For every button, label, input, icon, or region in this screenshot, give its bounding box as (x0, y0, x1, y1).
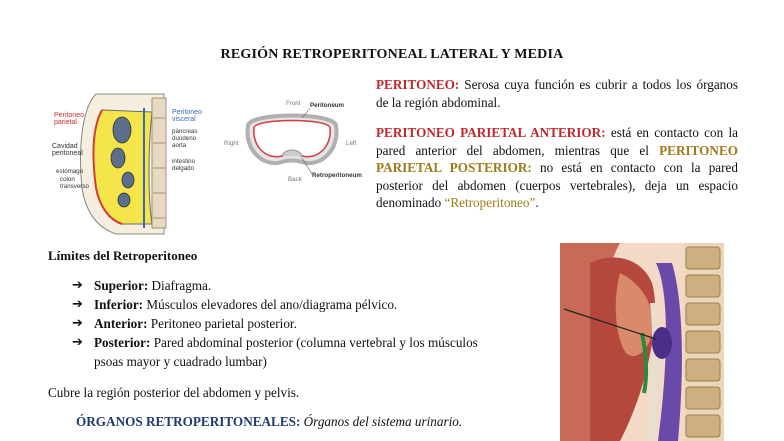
limit-label: Inferior: (94, 297, 144, 312)
label-pancreas: páncreas (172, 128, 198, 135)
limit-label: Superior: (94, 278, 149, 293)
label-front: Front (286, 100, 301, 107)
label-aorta: aorta (172, 142, 187, 149)
arrow-right-icon: ➔ (72, 297, 83, 312)
peritoneo-parietal-paragraph (376, 124, 738, 212)
limit-label: Anterior: (94, 316, 148, 331)
label-intestino-delgado: intestino delgado (172, 158, 196, 172)
label-cavidad-peritoneal: Cavidad peritoneal (52, 143, 83, 157)
label-back: Back (288, 176, 302, 183)
label-peritoneo-visceral: Peritoneo visceral (172, 109, 202, 123)
arrow-right-icon: ➔ (72, 335, 83, 350)
label-left: Left (346, 140, 357, 147)
limit-item-posterior (72, 333, 562, 352)
label-colon-transverso: colon transverso (60, 176, 89, 190)
limits-title: Límites del Retroperitoneo (48, 248, 198, 263)
organs-line (76, 414, 462, 430)
peritoneum-transverse-figure (218, 98, 366, 186)
arrow-right-icon: ➔ (72, 316, 83, 331)
limit-text: Peritoneo parietal posterior. (147, 316, 297, 331)
parietal-end: . (535, 195, 539, 211)
label-estomago: estómago (56, 168, 84, 175)
organs-text: Órganos del sistema urinario. (303, 414, 463, 429)
peritoneo-term: PERITONEO: (376, 77, 460, 92)
limit-label: Posterior: (94, 335, 151, 350)
parietal-posterior-term: PERITONEO PARIETAL POSTERIOR: (376, 142, 738, 176)
limit-text: Músculos elevadores del ano/diagrama pélvico. (143, 297, 398, 312)
retroperitoneum-anatomy-illustration (560, 243, 724, 441)
page-title: REGIÓN RETROPERITONEAL LATERAL Y MEDIA (220, 47, 564, 62)
peritoneo-definition (376, 76, 738, 111)
limits-list (72, 276, 562, 371)
limit-item-anterior (72, 314, 562, 333)
label-peritoneo-parietal: Peritoneo parietal (54, 112, 84, 126)
limit-text-continuation: psoas mayor y cuadrado lumbar) (94, 354, 267, 369)
limit-item-inferior (72, 295, 562, 314)
label-retroperitoneum: Retroperitoneum (312, 172, 362, 179)
anatomy-drawing (560, 243, 724, 441)
limit-text: Diafragma. (148, 278, 212, 293)
limit-item-superior (72, 276, 562, 295)
retroperitoneo-quote: “Retroperitoneo” (444, 195, 536, 211)
arrow-right-icon: ➔ (72, 278, 83, 293)
label-duodeno: duodeno (172, 135, 197, 142)
label-peritoneum: Peritoneum (310, 102, 345, 109)
peritoneum-sagittal-figure (52, 88, 212, 236)
organs-title: ÓRGANOS RETROPERITONEALES: (76, 414, 301, 429)
label-right: Right (224, 140, 239, 147)
peritoneo-text: Serosa cuya función es cubrir a todos los órganos de la región abdominal. (376, 77, 738, 110)
limit-text: Pared abdominal posterior (columna vertebral y los músculos (150, 335, 478, 350)
cover-sentence: Cubre la región posterior del abdomen y pelvis. (48, 385, 300, 400)
parietal-text-1: está en contacto con la pared anterior del abdomen, mientras que el (376, 125, 738, 158)
parietal-anterior-term: PERITONEO PARIETAL ANTERIOR: (376, 125, 606, 140)
parietal-text-2: no está en contacto con la pared posterior del abdomen (cuerpos vertebrales), deja un espacio denominado (376, 160, 739, 211)
